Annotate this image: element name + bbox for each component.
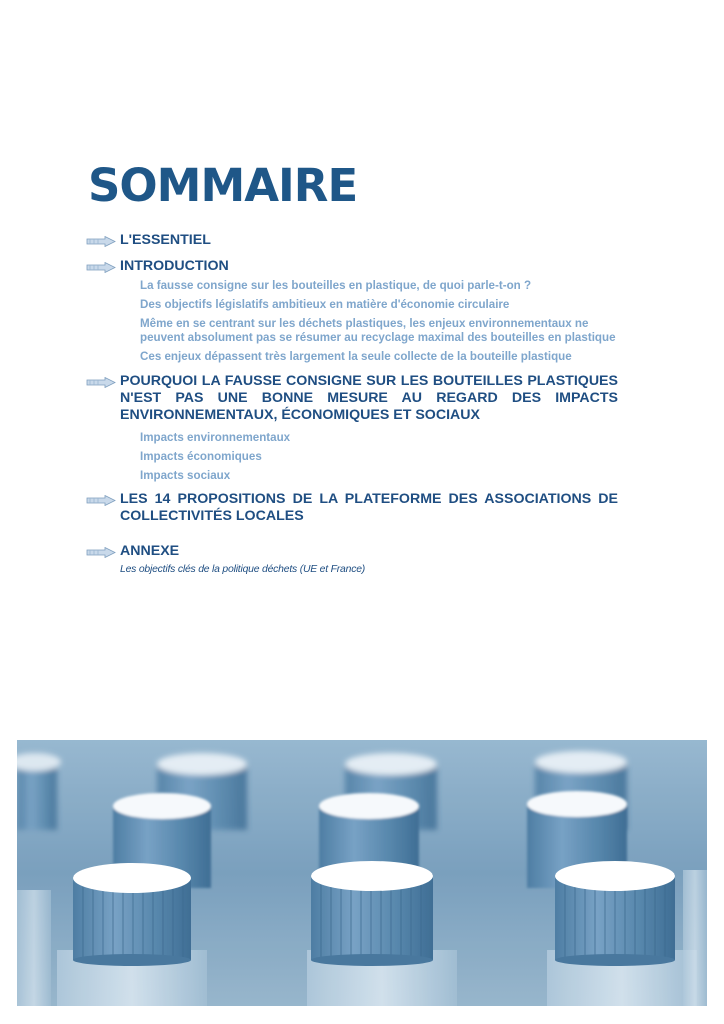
toc-subitem[interactable]: Même en se centrant sur les déchets plastiques, les enjeux environnementaux ne peuvent absolument pas se résumer au recyclage maximal des bouteilles en plastique xyxy=(140,317,616,344)
toc-heading: ANNEXE xyxy=(120,543,180,559)
arrow-bullet-icon xyxy=(86,236,116,247)
toc-section-annexe[interactable] xyxy=(86,543,618,576)
toc-heading: INTRODUCTION xyxy=(120,258,229,274)
table-of-contents xyxy=(86,232,618,576)
bottle-caps-photo xyxy=(17,740,707,1006)
toc-heading: L'ESSENTIEL xyxy=(120,232,211,248)
toc-section-essentiel[interactable] xyxy=(86,232,618,249)
page-title: SOMMAIRE xyxy=(88,159,358,212)
toc-heading: LES 14 PROPOSITIONS DE LA PLATEFORME DES ASSOCIATIONS DE COLLECTIVITÉS LOCALES xyxy=(120,491,618,524)
toc-section-pourquoi[interactable] xyxy=(86,373,618,483)
toc-subitem[interactable]: La fausse consigne sur les bouteilles en plastique, de quoi parle-t-on ? xyxy=(140,279,532,292)
arrow-bullet-icon xyxy=(86,377,116,388)
toc-section-propositions[interactable] xyxy=(86,491,618,525)
toc-subitem[interactable]: Impacts environnementaux xyxy=(140,431,291,444)
toc-annex-subitem[interactable]: Les objectifs clés de la politique déchets (UE et France) xyxy=(120,564,366,575)
toc-subitem[interactable]: Ces enjeux dépassent très largement la seule collecte de la bouteille plastique xyxy=(140,350,572,363)
arrow-bullet-icon xyxy=(86,262,116,273)
toc-heading: POURQUOI LA FAUSSE CONSIGNE SUR LES BOUTEILLES PLASTIQUES N'EST PAS UNE BONNE MESURE AU REGARD DES IMPACTS ENVIRONNEMENTAUX, ÉCONOMIQUES ET SOCIAUX xyxy=(120,373,618,423)
toc-subitem[interactable]: Impacts économiques xyxy=(140,450,262,463)
toc-section-introduction[interactable] xyxy=(86,258,618,364)
arrow-bullet-icon xyxy=(86,547,116,558)
toc-subitem[interactable]: Impacts sociaux xyxy=(140,469,231,482)
toc-subitem[interactable]: Des objectifs législatifs ambitieux en matière d'économie circulaire xyxy=(140,298,510,311)
arrow-bullet-icon xyxy=(86,495,116,506)
